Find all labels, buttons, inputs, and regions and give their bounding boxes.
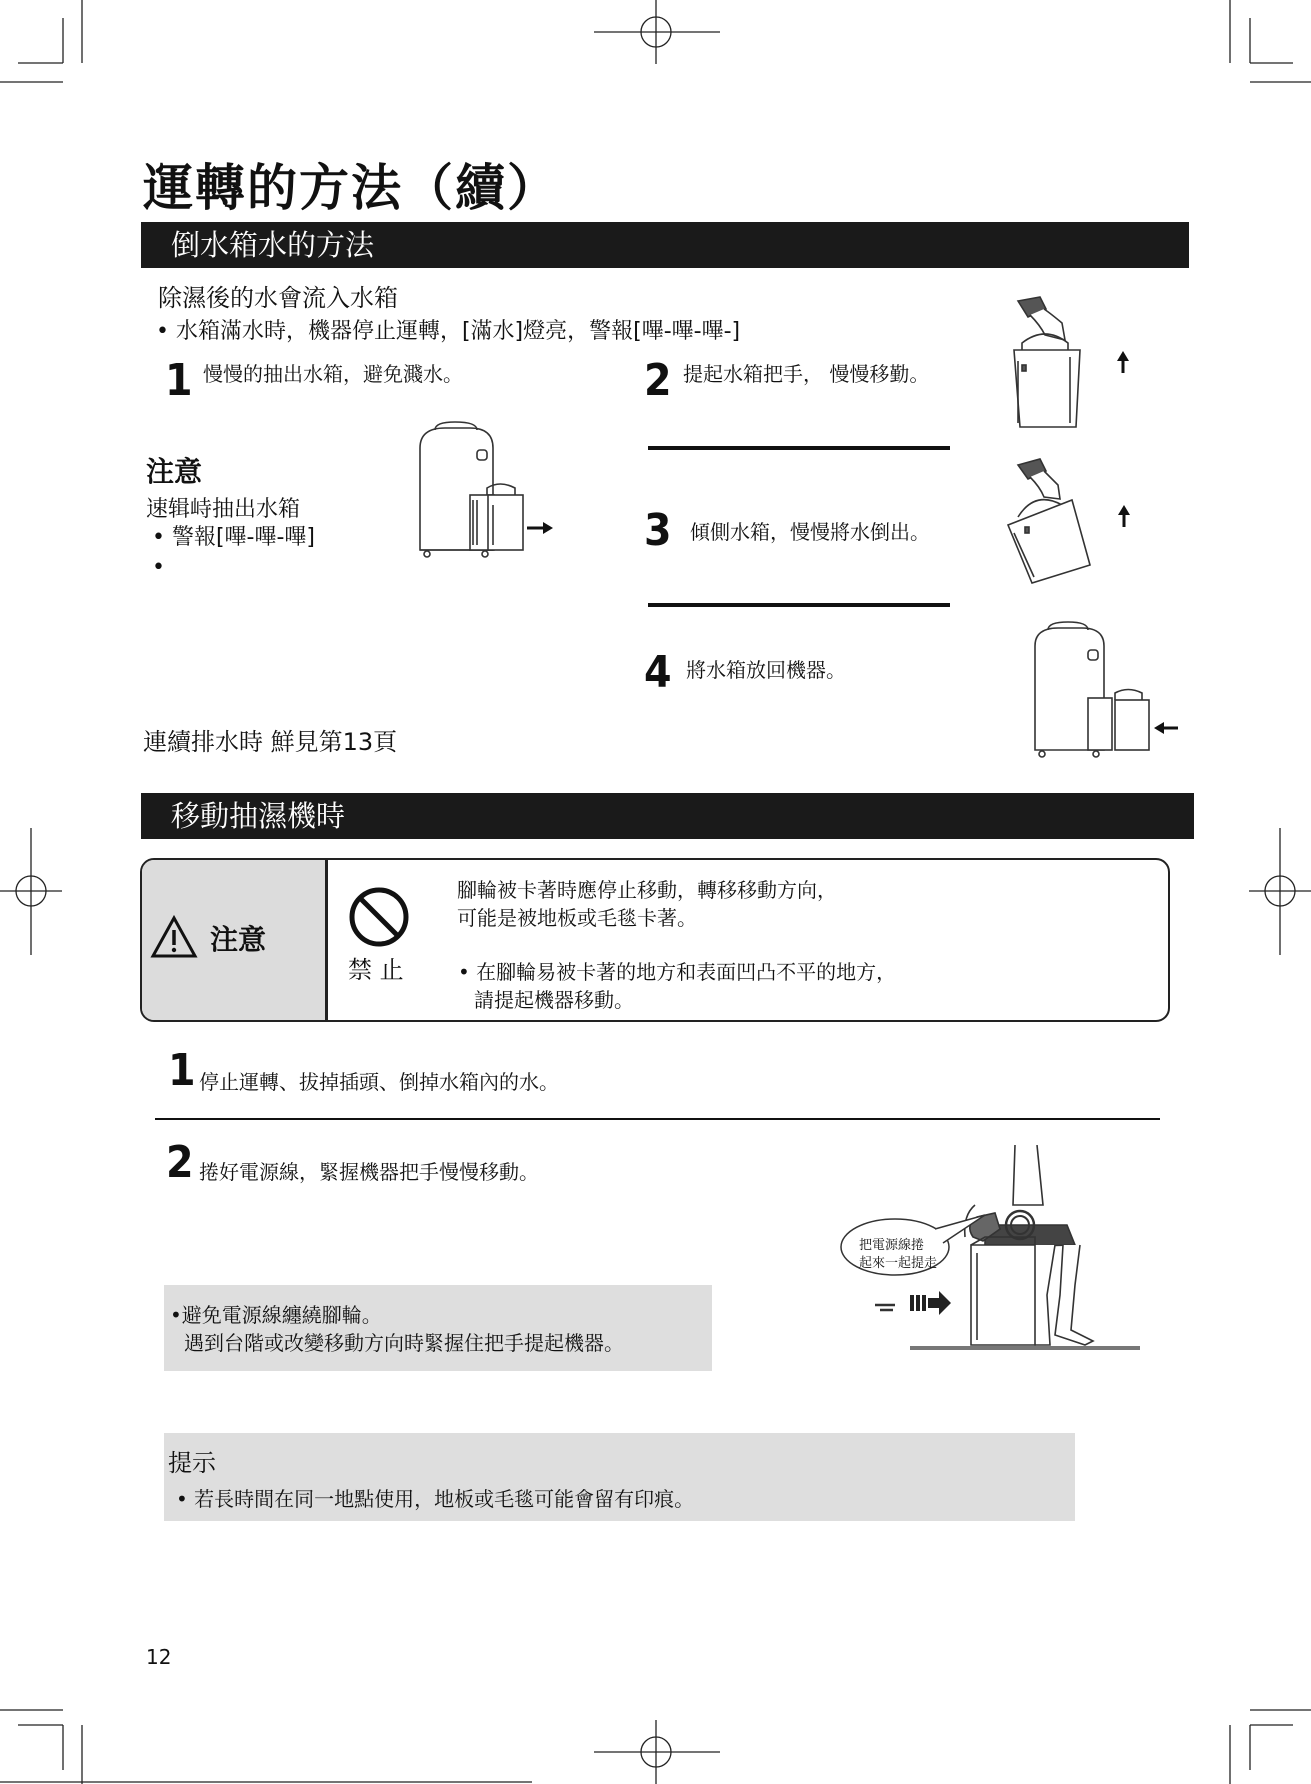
step-number: 4 xyxy=(644,647,672,698)
step-text: 捲好電源線，緊握機器把手慢慢移動。 xyxy=(199,1160,539,1184)
step-text: 停止運轉、拔掉插頭、倒掉水箱內的水。 xyxy=(199,1070,559,1094)
step-text: 提起水箱把手， 慢慢移勤。 xyxy=(683,362,930,386)
step-text: 將水箱放回機器。 xyxy=(686,658,846,682)
replace-tank-illustration xyxy=(1030,620,1180,770)
caution-line: • 在腳輪易被卡著的地方和表面凹凸不平的地方， xyxy=(458,960,897,984)
caution-label-panel xyxy=(142,860,328,1020)
page-title: 運轉的方法（續） xyxy=(143,159,559,217)
divider xyxy=(648,603,950,607)
note-title: 注意 xyxy=(146,455,203,488)
divider xyxy=(155,1118,1160,1120)
lift-tank-illustration xyxy=(1000,295,1135,435)
tip-box xyxy=(164,1433,1075,1521)
caution-box xyxy=(140,858,1170,1022)
intro-text: 除濕後的水會流入水箱 xyxy=(158,284,398,312)
divider xyxy=(648,446,950,450)
continuous-drain-note: 連續排水時 鮮見第13頁 xyxy=(143,728,398,756)
step-number: 1 xyxy=(165,355,193,406)
note-line: 速辑峙抽出水箱 xyxy=(146,497,301,522)
note-line: • xyxy=(152,555,165,580)
dehumidifier-tank-out-illustration xyxy=(415,420,555,565)
step-number: 2 xyxy=(166,1137,194,1188)
warning-triangle-icon xyxy=(150,915,198,959)
bubble-text: 把電源線捲 xyxy=(859,1238,925,1253)
prohibit-label: 禁 止 xyxy=(348,956,404,984)
step-number: 1 xyxy=(168,1045,196,1096)
cord-note-line: •避免電源線纏繞腳輪。 xyxy=(170,1303,382,1327)
caution-label: 注意 xyxy=(210,923,267,956)
note-line: • 警報[嗶-嗶-嗶] xyxy=(152,525,316,550)
section-header-empty-tank: 倒水箱水的方法 xyxy=(141,222,1189,268)
full-tank-bullet: • 水箱滿水時，機器停止運轉，[滿水]燈亮，警報[嗶-嗶-嗶-] xyxy=(156,319,741,344)
prohibit-icon xyxy=(347,885,411,949)
caution-line: 可能是被地板或毛毯卡著。 xyxy=(457,906,697,930)
bubble-text: 起來一起提走 xyxy=(859,1256,938,1271)
section-header-moving: 移動抽濕機時 xyxy=(141,793,1194,839)
step-number: 2 xyxy=(644,355,672,406)
step-text: 慢慢的抽出水箱，避免濺水。 xyxy=(203,362,463,386)
tilt-tank-illustration xyxy=(1000,455,1135,590)
step-text: 傾側水箱，慢慢將水倒出。 xyxy=(690,520,930,544)
tip-text: • 若長時間在同一地點使用，地板或毛毯可能會留有印痕。 xyxy=(176,1487,695,1511)
caution-line: 請提起機器移動。 xyxy=(474,988,634,1012)
page-number: 12 xyxy=(146,1645,172,1669)
caution-line: 腳輪被卡著時應停止移動，轉移移動方向， xyxy=(457,878,837,902)
tip-title: 提示 xyxy=(168,1449,216,1477)
cord-note-line: 遇到台階或改變移動方向時緊握住把手提起機器。 xyxy=(184,1331,624,1355)
step-number: 3 xyxy=(644,505,672,556)
cord-note-box xyxy=(164,1285,712,1371)
